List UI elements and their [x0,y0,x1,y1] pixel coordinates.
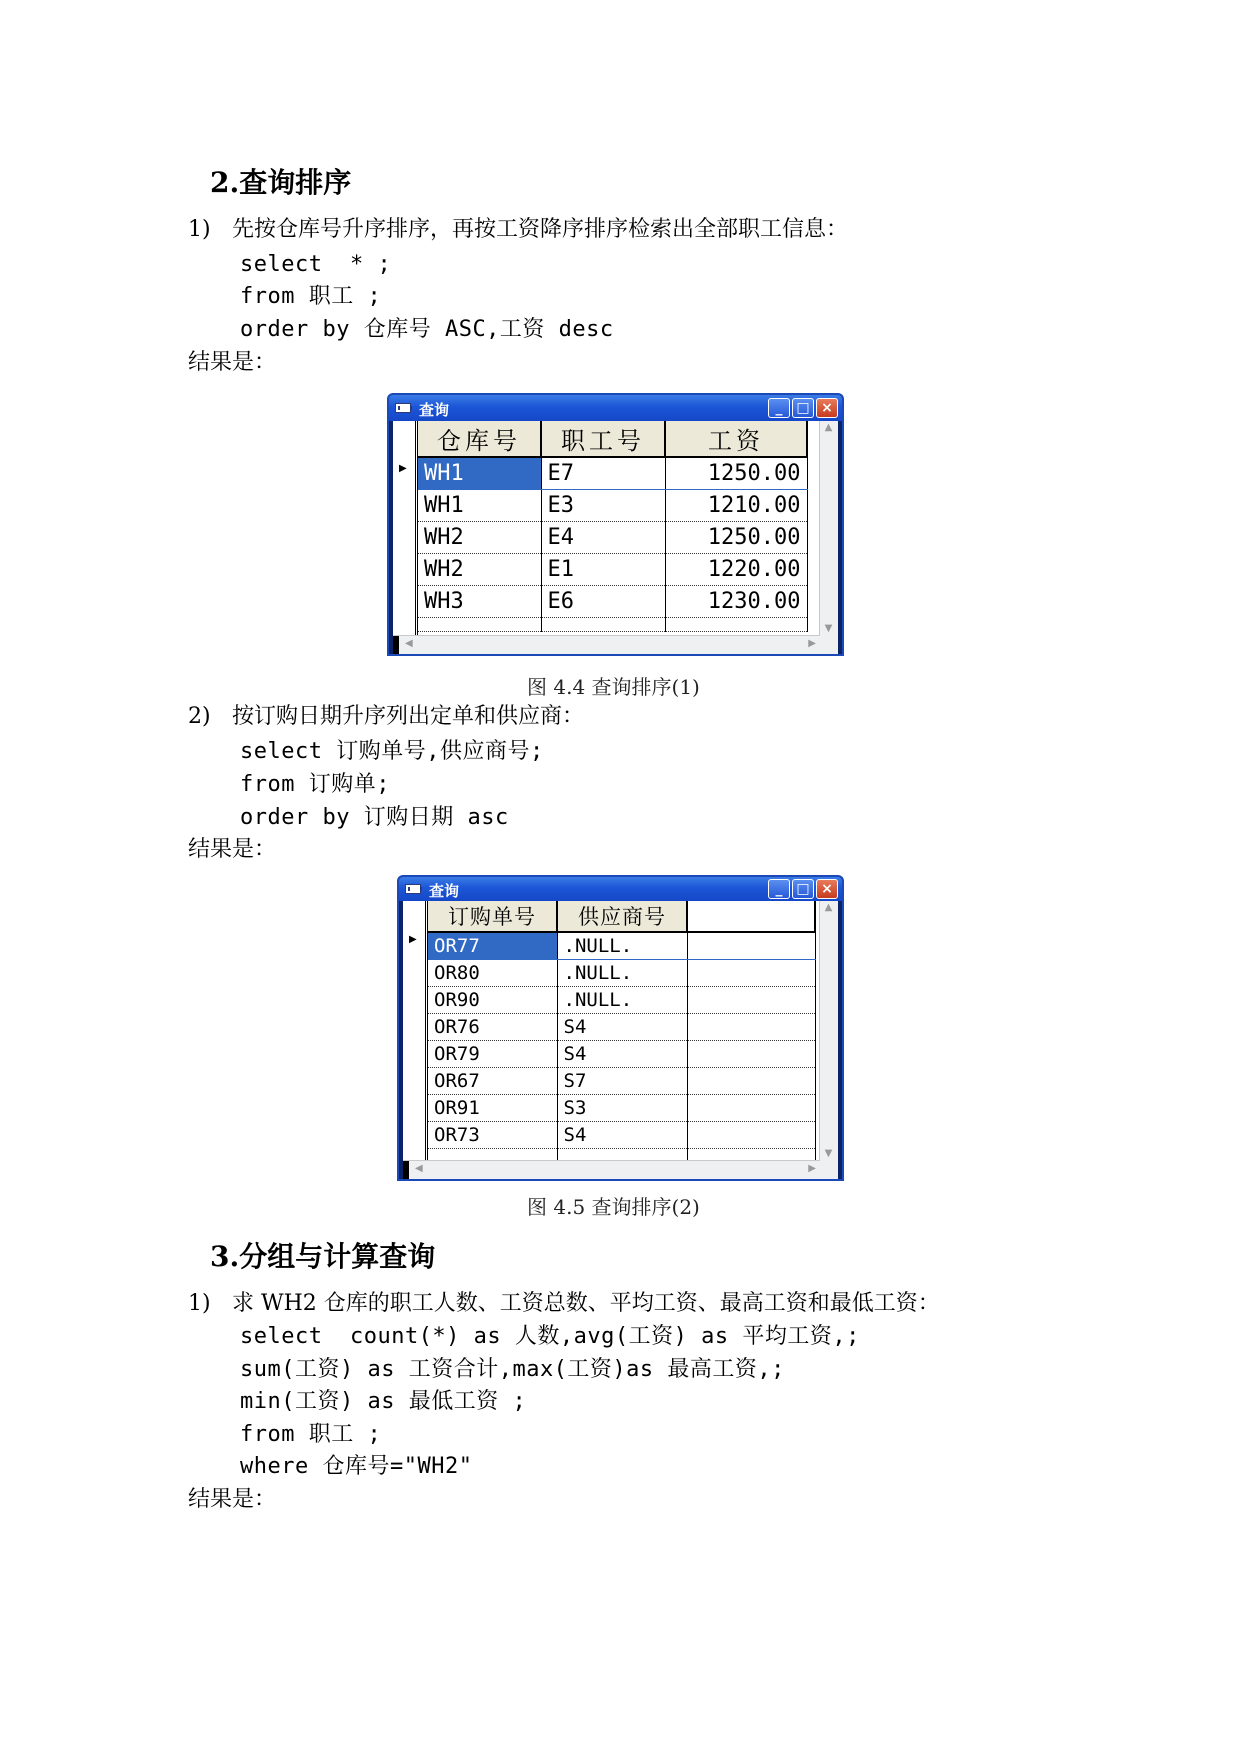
table-cell[interactable]: WH3 [418,585,541,617]
window-title: 查询 [429,882,460,900]
table-cell[interactable] [687,1040,815,1067]
table-cell[interactable]: OR76 [428,1013,557,1040]
table-cell[interactable] [687,959,815,986]
scroll-up-icon[interactable]: ▲ [824,422,833,433]
section-2-heading: 2.查询排序 [210,166,352,199]
table-cell[interactable] [687,1094,815,1121]
minimize-icon: _ [775,400,783,416]
maximize-button[interactable] [792,879,814,899]
window-titlebar[interactable] [389,395,842,421]
table-cell[interactable]: S4 [557,1013,687,1040]
record-selector-column[interactable] [393,421,418,636]
question-2-description: 按订购日期升序列出定单和供应商： [232,704,585,729]
column-header[interactable] [687,901,815,932]
query-window-2 [397,875,844,1181]
result-label: 结果是： [188,1487,277,1512]
question-2-number: 2) [188,704,211,729]
table-row[interactable] [418,457,807,489]
question-1-description: 先按仓库号升序排序，再按工资降序排序检索出全部职工信息： [232,217,849,242]
column-header[interactable]: 供应商号 [557,901,687,932]
horizontal-scrollbar[interactable] [403,1160,820,1179]
question-1-text [188,216,848,244]
sql-line: select 订购单号,供应商号; [240,739,544,764]
window-title: 查询 [419,401,450,419]
table-cell[interactable]: 1230.00 [665,585,807,617]
table-row[interactable] [428,932,815,959]
scroll-right-icon[interactable]: ▶ [808,1163,816,1174]
table-cell[interactable]: S4 [557,1121,687,1148]
column-header[interactable]: 工资 [665,421,807,457]
question-3-description: 求 WH2 仓库的职工人数、工资总数、平均工资、最高工资和最低工资： [232,1291,940,1316]
table-cell-empty [541,617,665,631]
scroll-down-icon[interactable]: ▼ [824,1148,833,1159]
sql-line: select * ; [240,252,392,277]
sql-line: from 职工 ; [240,284,382,309]
minimize-icon: _ [775,881,783,897]
table-cell[interactable]: 1220.00 [665,553,807,585]
sql-line: where 仓库号="WH2" [240,1454,473,1479]
column-header[interactable]: 订购单号 [428,901,557,932]
result-grid [428,901,816,1163]
close-button[interactable] [816,398,838,418]
sql-line: order by 订购日期 asc [240,805,509,830]
result-label: 结果是： [188,350,277,375]
table-cell[interactable] [687,1067,815,1094]
sql-line: min(工资) as 最低工资 ; [240,1389,527,1414]
table-cell[interactable] [687,1013,815,1040]
column-header[interactable]: 仓库号 [418,421,541,457]
table-row[interactable] [428,1121,815,1148]
minimize-button[interactable] [768,879,790,899]
table-row[interactable] [428,1067,815,1094]
table-row[interactable] [428,1094,815,1121]
table-cell[interactable]: OR77 [428,932,557,959]
scrollbar-marker [403,1161,409,1179]
table-cell[interactable]: OR91 [428,1094,557,1121]
scrollbar-corner [820,636,838,654]
grid-header-row [418,421,807,457]
table-cell[interactable]: WH2 [418,553,541,585]
table-cell[interactable]: S7 [557,1067,687,1094]
table-row[interactable] [428,1013,815,1040]
column-header[interactable]: 职工号 [541,421,665,457]
table-cell[interactable]: OR80 [428,959,557,986]
result-grid [418,421,808,632]
table-row[interactable] [428,1040,815,1067]
question-2-text [188,703,584,731]
table-cell[interactable]: 1210.00 [665,489,807,521]
table-row[interactable] [418,489,807,521]
result-label: 结果是： [188,837,277,862]
figure-caption: 图 4.4 查询排序(1) [527,675,700,699]
table-cell[interactable]: 1250.00 [665,457,807,489]
close-icon: × [821,400,833,416]
table-row-empty[interactable] [418,617,807,631]
minimize-button[interactable] [768,398,790,418]
scrollbar-marker [393,636,399,654]
table-cell-empty [665,617,807,631]
scroll-right-icon[interactable]: ▶ [808,638,816,649]
table-cell[interactable]: OR73 [428,1121,557,1148]
table-cell[interactable]: WH1 [418,489,541,521]
table-cell[interactable]: OR67 [428,1067,557,1094]
grid-header-row [428,901,815,932]
table-cell[interactable]: OR90 [428,986,557,1013]
table-cell-empty [418,617,541,631]
sql-line: from 订购单; [240,772,390,797]
grid-area [403,901,838,1179]
table-row[interactable] [418,585,807,617]
close-icon: × [821,881,833,897]
table-row[interactable] [418,521,807,553]
sql-line: order by 仓库号 ASC,工资 desc [240,317,614,342]
scroll-left-icon[interactable]: ◀ [405,638,413,649]
sql-line: select count(*) as 人数,avg(工资) as 平均工资,; [240,1324,860,1349]
table-cell[interactable]: .NULL. [557,959,687,986]
vertical-scrollbar[interactable] [819,421,838,636]
table-cell[interactable]: 1250.00 [665,521,807,553]
section-3-heading: 3.分组与计算查询 [210,1240,436,1273]
record-selector-column[interactable] [403,901,428,1161]
table-cell[interactable]: .NULL. [557,986,687,1013]
query-window-1 [387,393,844,656]
row-pointer-icon: ▶ [399,463,407,474]
vertical-scrollbar[interactable] [819,901,838,1161]
table-cell[interactable]: E1 [541,553,665,585]
table-app-icon [395,403,411,413]
table-cell[interactable]: E6 [541,585,665,617]
sql-line: from 职工 ; [240,1422,382,1447]
maximize-button[interactable] [792,398,814,418]
table-cell[interactable]: E7 [541,457,665,489]
scroll-down-icon[interactable]: ▼ [824,623,833,634]
question-3-number: 1) [188,1291,211,1316]
table-cell[interactable]: .NULL. [557,932,687,959]
table-cell[interactable]: OR79 [428,1040,557,1067]
scrollbar-corner [820,1161,838,1179]
sql-line: sum(工资) as 工资合计,max(工资)as 最高工资,; [240,1357,785,1382]
table-cell[interactable]: WH2 [418,521,541,553]
horizontal-scrollbar[interactable] [393,635,820,654]
scroll-up-icon[interactable]: ▲ [824,902,833,913]
figure-caption: 图 4.5 查询排序(2) [527,1195,700,1219]
table-cell[interactable] [687,932,815,959]
table-app-icon [405,884,421,894]
table-cell[interactable]: E3 [541,489,665,521]
close-button[interactable] [816,879,838,899]
question-1-number: 1) [188,217,211,242]
maximize-icon: □ [796,881,810,897]
table-cell[interactable]: WH1 [418,457,541,489]
table-cell[interactable] [687,1121,815,1148]
table-row[interactable] [428,959,815,986]
table-row[interactable] [418,553,807,585]
question-3-text [188,1290,940,1318]
table-row[interactable] [428,986,815,1013]
row-pointer-icon: ▶ [409,934,417,945]
grid-area [393,421,838,654]
window-titlebar[interactable] [399,877,842,901]
table-cell[interactable]: S4 [557,1040,687,1067]
table-cell[interactable]: E4 [541,521,665,553]
table-cell[interactable] [687,986,815,1013]
maximize-icon: □ [796,400,810,416]
scroll-left-icon[interactable]: ◀ [415,1163,423,1174]
table-cell[interactable]: S3 [557,1094,687,1121]
